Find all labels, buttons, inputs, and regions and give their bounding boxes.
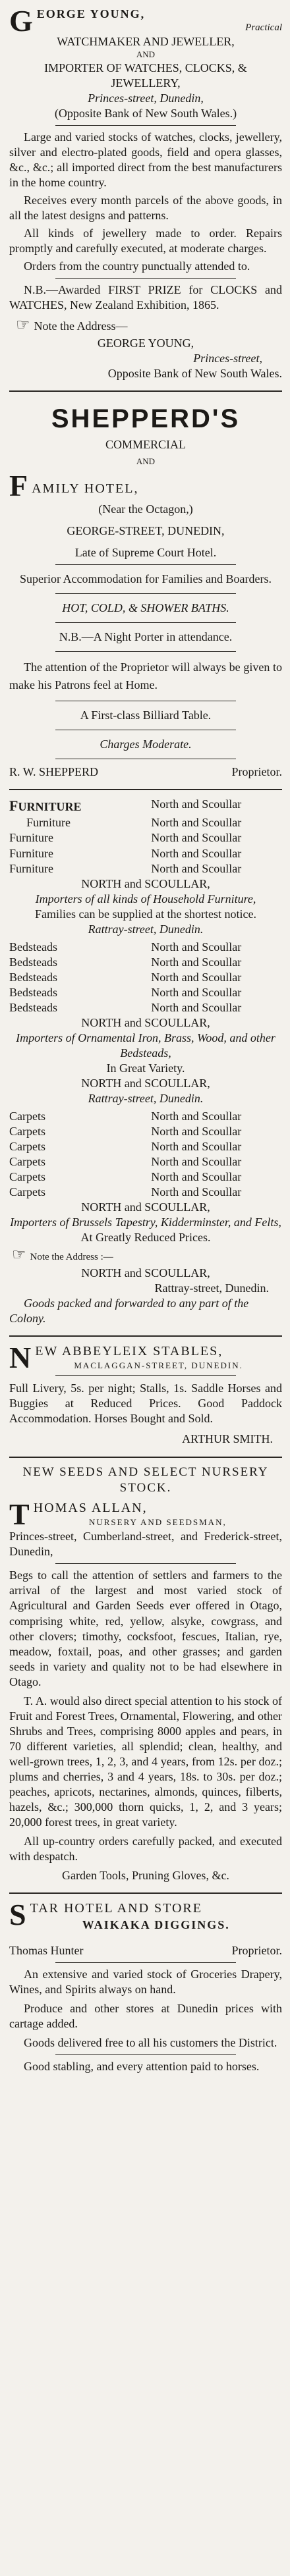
and-label: AND [136, 456, 156, 467]
attention-paragraph: The attention of the Proprietor will always be given to make his Patrons feel at Home. [9, 660, 282, 692]
list-item [9, 970, 282, 985]
paragraph: T. A. would also direct special attention to his stock of Fruit and Forest Trees, Ornamental, Flowering, and other Shrubs and Trees, comprising 8000 apples and pears, in 70 different varieties, all splendid; clean, healthy, and well-grown trees, 1, 2, 3, and 4 years, from 12s. per doz.; plums and cherries, 3 and 4 years, 18s. to 30s. per doz.; peaches, apricots, nectarines, almonds, quinces, filberts, hazels, &c.; 300,000 thorn quicks, 1, 2, and 3 years; 20,000 forest trees, in great variety. [9, 1694, 282, 1829]
firm-caps: NORTH and SCOULLAR, [81, 1266, 210, 1280]
tools-line: Garden Tools, Pruning Gloves, &c. [62, 1869, 229, 1882]
firm-label: North and Scoullar [151, 955, 242, 969]
list-item [9, 985, 282, 1000]
firm-label: North and Scoullar [151, 1185, 242, 1199]
item-label: Carpets [9, 1155, 45, 1169]
divider [55, 622, 236, 623]
firm-label: North and Scoullar [151, 985, 242, 999]
item-label: Furniture [9, 861, 53, 875]
streets-line: Princes-street, Cumberland-street, and Frederick-street, Dunedin, [9, 1530, 282, 1559]
list-item [9, 1000, 282, 1015]
list-item [9, 1109, 282, 1124]
divider [55, 564, 236, 565]
paragraph: Produce and other stores at Dunedin prices with cartage added. [9, 2001, 282, 2030]
note-address [9, 315, 282, 336]
paragraph: Good stabling, and every attention paid to horses. [24, 2059, 260, 2073]
divider [55, 1375, 236, 1376]
signature: ARTHUR SMITH. [182, 1432, 273, 1446]
drop-cap: G [9, 7, 33, 35]
late-line: Late of Supreme Court Hotel. [74, 546, 217, 560]
signature-street: Princes-street, [193, 352, 262, 365]
divider [55, 278, 236, 279]
trade-line: WATCHMAKER AND JEWELLER, [57, 35, 235, 49]
george-young-advertisement [9, 3, 282, 388]
commercial-label: COMMERCIAL [105, 438, 186, 452]
list-item [9, 815, 282, 830]
firm-label: North and Scoullar [151, 1170, 242, 1184]
hotel-title: TAR HOTEL AND STORE [30, 1901, 202, 1916]
list-item [9, 940, 282, 955]
pointing-hand-icon: ☞ [16, 317, 30, 335]
prize-note: N.B.—Awarded FIRST PRIZE for CLOCKS and WATCHES, New Zealand Exhibition, 1865. [9, 283, 282, 312]
proprietor-role: Proprietor. [231, 765, 282, 779]
north-scoullar-advertisement [9, 793, 282, 1333]
firm-label: North and Scoullar [151, 797, 242, 811]
furniture-list [9, 797, 282, 876]
address-line: Rattray-street, Dunedin. [88, 922, 204, 936]
firm-label: North and Scoullar [151, 1000, 242, 1014]
star-hotel-advertisement [9, 1896, 282, 2085]
item-label: Furniture [9, 831, 53, 845]
list-item [9, 830, 282, 845]
firm-label: North and Scoullar [151, 970, 242, 984]
address-line: Princes-street, Dunedin, [88, 91, 204, 105]
item-label: Carpets [9, 1170, 45, 1184]
list-item [9, 955, 282, 970]
list-item [9, 1169, 282, 1185]
drop-cap: N [9, 1343, 32, 1372]
divider [55, 593, 236, 594]
proprietor-name: R. W. SHEPPERD [9, 765, 99, 779]
firm-label: North and Scoullar [151, 816, 242, 830]
item-label: Carpets [9, 1125, 45, 1139]
porter-line: N.B.—A Night Porter in attendance. [59, 630, 233, 644]
item-label: Carpets [9, 1110, 45, 1123]
address-line: Rattray-street, Dunedin. [88, 1092, 204, 1105]
firm-label: North and Scoullar [151, 1140, 242, 1154]
item-label: Furniture [9, 846, 53, 860]
firm-label: North and Scoullar [151, 1125, 242, 1139]
paragraph: Orders from the country punctually attended to. [24, 259, 250, 273]
drop-cap: F [9, 797, 18, 815]
importers-line: Importers of Brussels Tapestry, Kidderminster, and Felts, [10, 1216, 281, 1229]
list-item [9, 1185, 282, 1200]
proprietor-role: Proprietor. [231, 1943, 282, 1957]
role-line: NURSERY AND SEEDSMAN, [88, 1516, 227, 1527]
variety-line: In Great Variety. [106, 1061, 185, 1075]
section-rule [9, 1457, 282, 1458]
importers-line: Importers of Ornamental Iron, Brass, Wood, and other Bedsteads, [16, 1031, 276, 1060]
firm-label: North and Scoullar [151, 831, 242, 845]
drop-cap: S [9, 1900, 26, 1932]
billiard-line: A First-class Billiard Table. [80, 709, 212, 722]
firm-label: North and Scoullar [151, 940, 242, 953]
proprietor-line [9, 765, 282, 780]
proprietor-name: Thomas Hunter [9, 1943, 84, 1957]
paragraph: An extensive and varied stock of Groceries Drapery, Wines, and Spirits always on hand. [9, 1967, 282, 1996]
street-line: MACLAGGAN-STREET, DUNEDIN. [74, 1360, 243, 1370]
bedsteads-list [9, 940, 282, 1015]
item-label: Furniture [26, 816, 71, 830]
paragraph: Goods delivered free to all his customers the District. [24, 2035, 277, 2049]
shepperd-hotel-advertisement [9, 394, 282, 786]
reduced-line: At Greatly Reduced Prices. [80, 1231, 211, 1245]
families-line: Families can be supplied at the shortest notice. [35, 907, 256, 921]
firm-label: North and Scoullar [151, 861, 242, 875]
family-hotel-label: AMILY HOTEL, [32, 481, 139, 496]
practical-label: Practical [245, 22, 282, 34]
item-label: Bedsteads [9, 985, 57, 999]
advertiser-name: EORGE YOUNG, [36, 7, 146, 20]
divider [55, 1962, 236, 1963]
section-rule [9, 1335, 282, 1337]
item-label: Bedsteads [9, 970, 57, 984]
list-item [9, 1124, 282, 1139]
goods-line: Goods packed and forwarded to any part of the Colony. [9, 1297, 249, 1326]
section-rule [9, 1892, 282, 1894]
item-label: Bedsteads [9, 1000, 57, 1014]
divider [55, 651, 236, 652]
section-rule [9, 390, 282, 392]
address-line: Rattray-street, Dunedin. [154, 1281, 269, 1295]
seeds-heading: NEW SEEDS AND SELECT NURSERY STOCK. [22, 1464, 269, 1495]
octagon-line: (Near the Octagon,) [98, 502, 193, 516]
accommodation-line: Superior Accommodation for Families and Boarders. [20, 572, 272, 586]
opposite-line: (Opposite Bank of New South Wales.) [54, 106, 237, 120]
list-item [9, 1139, 282, 1154]
item-label: Bedsteads [9, 955, 57, 969]
and-label: AND [136, 49, 156, 60]
thomas-allan-advertisement [9, 1461, 282, 1891]
paragraph: All kinds of jewellery made to order. Repairs promptly and carefully executed, at moderate charges. [9, 227, 282, 255]
list-item [9, 861, 282, 876]
paragraph: Large and varied stocks of watches, clocks, jewellery, silver and electro-plated goods, field and opera glasses, &c., &c.; all imported direct from the best manufacturers in the home country. [9, 130, 282, 190]
street-line: GEORGE-STREET, DUNEDIN, [67, 524, 225, 538]
firm-label: North and Scoullar [151, 846, 242, 860]
item-label: URNITURE [18, 800, 82, 814]
item-label: Carpets [9, 1185, 45, 1199]
drop-cap: T [9, 1500, 30, 1528]
divider [55, 125, 236, 126]
firm-caps: NORTH and SCOULLAR, [81, 1076, 210, 1090]
importer-line: IMPORTER OF WATCHES, CLOCKS, & JEWELLERY, [44, 61, 247, 90]
abbeyleix-stables-advertisement [9, 1339, 282, 1453]
paragraph: All up-country orders carefully packed, and executed with despatch. [9, 1834, 282, 1863]
paragraph: Begs to call the attention of settlers and farmers to the arrival of the largest and most varied stock of Agricultural and Garden Seeds ever offered in Otago, comprising white, red, yellow, alsyke, cowgrass, and other clovers; timothy, cocksfoot, fescues, Italian, rye, meadow, foxtail, poas, and other grasses; and garden seeds in variety and quality not to be had elsewhere in Otago. [9, 1569, 282, 1688]
item-label: Bedsteads [9, 940, 57, 953]
importers-line: Importers of all kinds of Household Furniture, [35, 892, 256, 905]
charges-line: Charges Moderate. [100, 738, 192, 751]
divider [55, 1563, 236, 1564]
firm-caps: NORTH and SCOULLAR, [81, 876, 210, 890]
divider [55, 2054, 236, 2055]
note-label: Note the Address— [34, 319, 128, 333]
drop-cap: F [9, 471, 28, 499]
proprietor-line [9, 1943, 282, 1958]
list-item [9, 1154, 282, 1169]
note-address [9, 1245, 282, 1266]
note-label: Note the Address :— [30, 1252, 113, 1263]
carpets-list [9, 1109, 282, 1200]
paragraph: Receives every month parcels of the above goods, in all the latest designs and patterns. [9, 194, 282, 223]
stables-title: EW ABBEYLEIX STABLES, [35, 1344, 223, 1359]
baths-line: HOT, COLD, & SHOWER BATHS. [62, 601, 229, 615]
firm-label: North and Scoullar [151, 1110, 242, 1123]
firm-label: North and Scoullar [151, 1155, 242, 1169]
signature-name: GEORGE YOUNG, [97, 336, 194, 350]
section-rule [9, 789, 282, 790]
item-label: Carpets [9, 1140, 45, 1154]
hotel-title: SHEPPERD'S [51, 404, 241, 434]
list-item [9, 846, 282, 861]
firm-caps: NORTH and SCOULLAR, [81, 1015, 210, 1029]
advertiser-name: HOMAS ALLAN, [33, 1501, 148, 1516]
firm-caps: NORTH and SCOULLAR, [81, 1200, 210, 1214]
list-item [9, 797, 282, 815]
place-line: WAIKAKA DIGGINGS. [82, 1918, 230, 1931]
signature-opposite: Opposite Bank of New South Wales. [107, 367, 282, 381]
stables-body: Full Livery, 5s. per night; Stalls, 1s. Saddle Horses and Buggies at Reduced Prices. Good Paddock Accommodation. Horses Bought and Sold. [9, 1382, 282, 1426]
pointing-hand-icon: ☞ [12, 1247, 26, 1264]
